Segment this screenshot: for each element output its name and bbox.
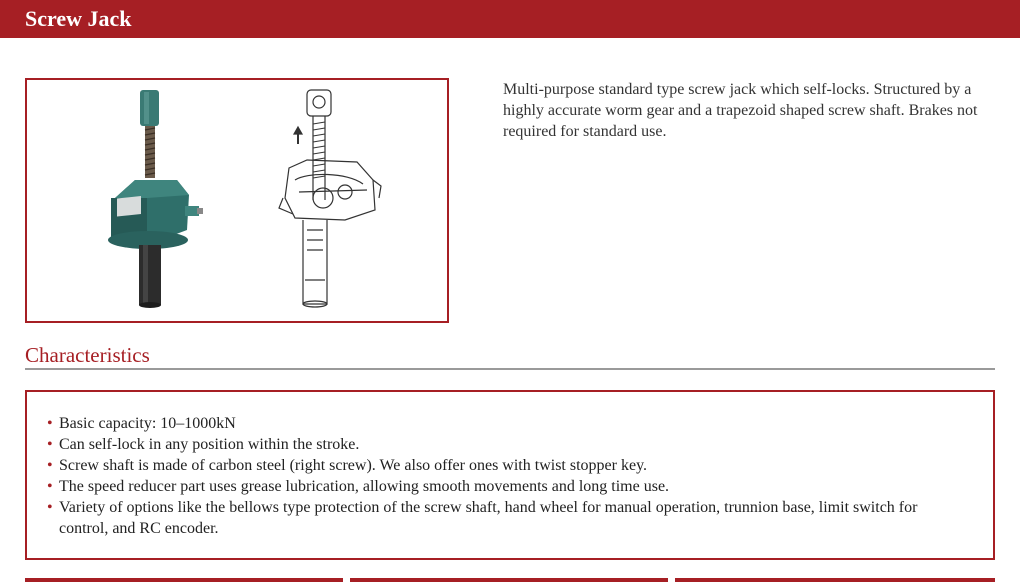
intro-text: Multi-purpose standard type screw jack which self-locks. Structured by a highly accurate worm gear and a trapezoid shaped screw shaft. Brakes not required for standard use. xyxy=(503,81,978,140)
bullet-icon: • xyxy=(47,478,53,495)
bullet-icon: • xyxy=(47,499,53,516)
characteristics-list xyxy=(45,413,965,539)
bullet-icon: • xyxy=(47,436,53,453)
list-item: • The speed reducer part uses grease lubrication, allowing smooth movements and long time use. xyxy=(47,478,670,495)
characteristics-box xyxy=(25,390,995,560)
list-item: • Basic capacity: 10–1000kN xyxy=(47,415,236,432)
product-description xyxy=(503,79,1003,142)
list-item: • Screw shaft is made of carbon steel (right screw). We also offer ones with twist stopper key. xyxy=(47,457,648,474)
product-image xyxy=(27,80,447,321)
list-item: • Can self-lock in any position within the stroke. xyxy=(47,436,360,453)
screw-jack-photo xyxy=(108,90,203,308)
characteristics-heading: Characteristics xyxy=(25,343,150,367)
list-item: • Variety of options like the bellows type protection of the screw shaft, hand wheel for manual operation, trunnion base, limit switch for control, and RC encoder. xyxy=(47,499,918,537)
screw-jack-cutaway-drawing xyxy=(279,90,381,307)
bottom-tab-divider-1 xyxy=(25,578,343,582)
bullet-icon: • xyxy=(47,457,53,474)
section-divider xyxy=(25,368,995,370)
bottom-tab-divider-2 xyxy=(350,578,668,582)
bullet-icon: • xyxy=(47,415,53,432)
bottom-tab-divider-3 xyxy=(675,578,995,582)
page-title: Screw Jack xyxy=(25,6,132,31)
page-header xyxy=(0,0,1020,38)
product-image-frame xyxy=(25,78,449,323)
